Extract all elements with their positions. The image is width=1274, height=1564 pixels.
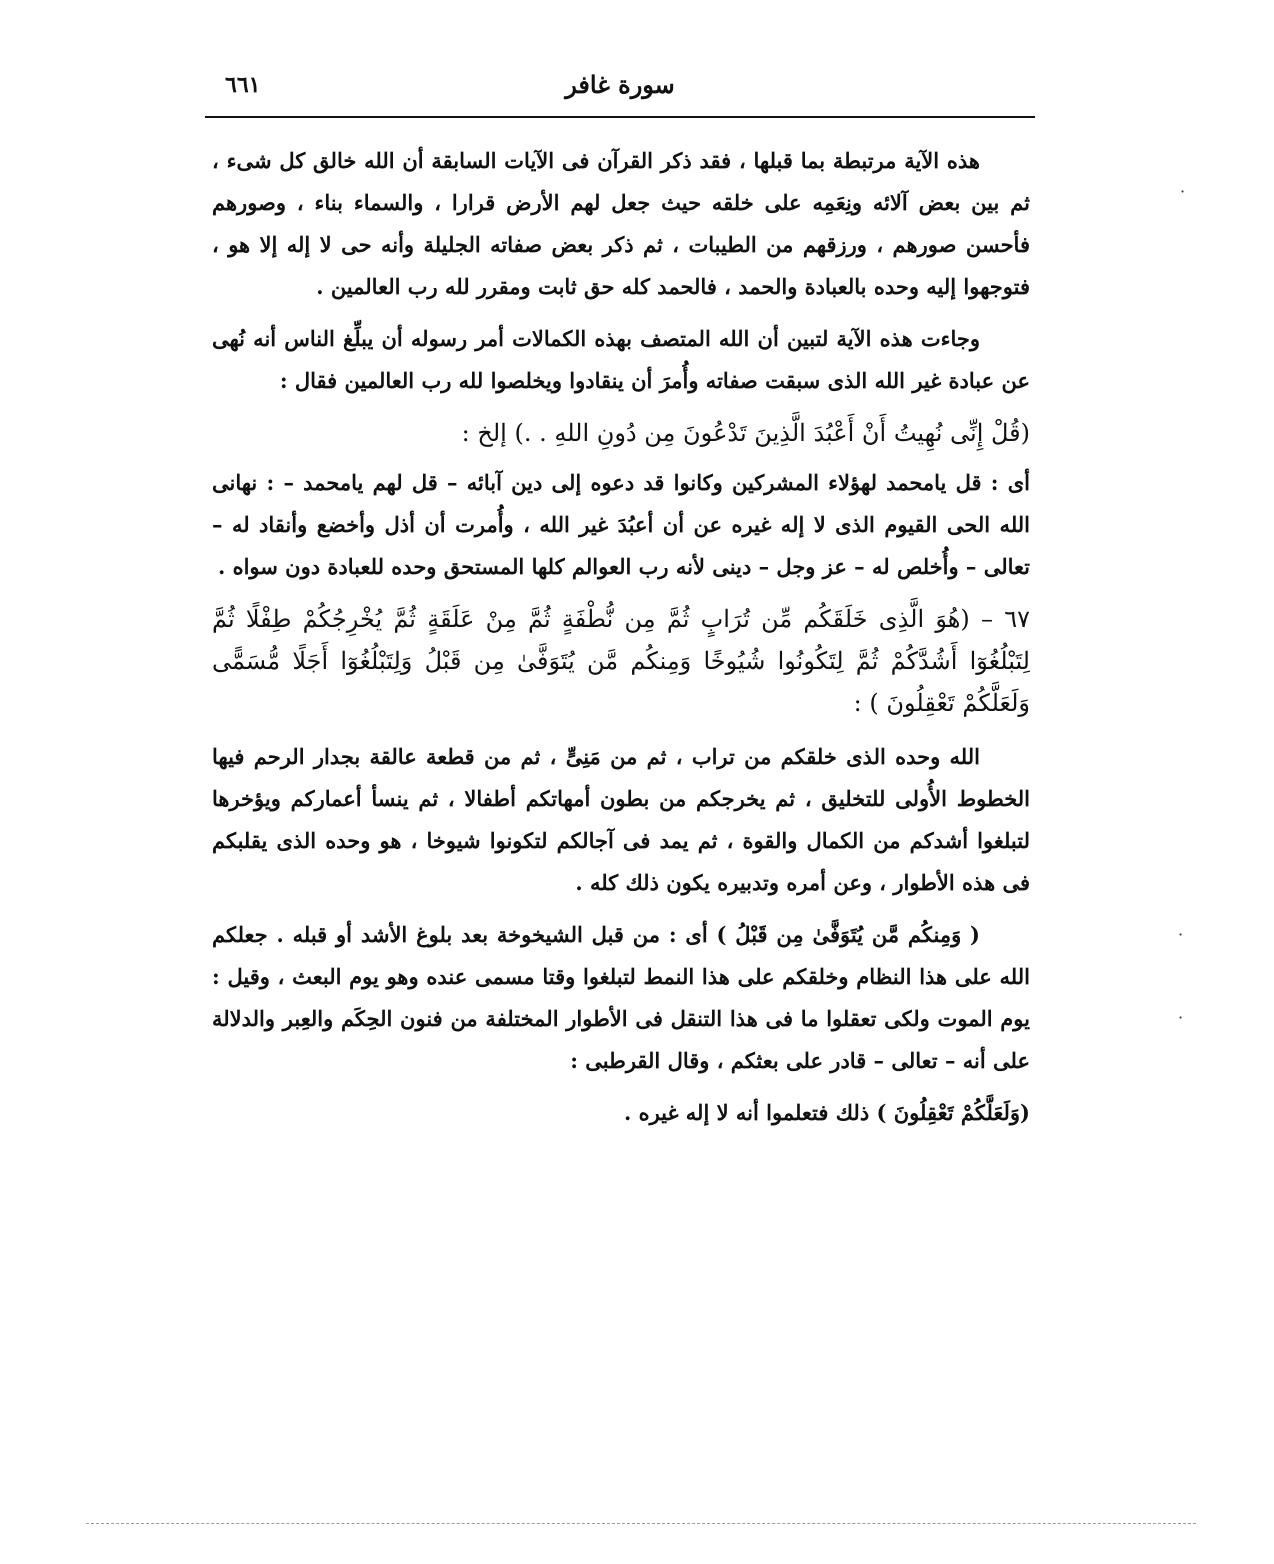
paragraph-closing: (وَلَعَلَّكُمْ تَعْقِلُونَ ) ذلك فتعلموا أنه لا إله غيره . <box>623 1100 1030 1125</box>
scan-mark: · <box>1180 182 1186 201</box>
paragraph-creation: الله وحده الذى خلقكم من تراب ، ثم من مَنِىٍّ ، ثم من قطعة عالقة بجدار الرحم فيها الخطوط الأُولى للتخليق ، ثم يخرجكم من بطون أمهاتكم أطفالا ، ثم ينسأ أعماركم ويؤخرها لتبلغوا أشدكم من الكمال والقوة ، ثم يمد فى آجالكم لتكونوا شيوخا ، هو وحده الذى يقلبكم فى هذه الأطوار ، وعن أمره وتدبيره يكون ذلك كله . <box>212 744 1030 895</box>
paragraph-explanation: أى : قل يامحمد لهؤلاء المشركين وكانوا قد دعوه إلى دين آبائه – قل لهم يامحمد – : نهانى الله الحى القيوم الذى لا إله غيره عن أن أعبُدَ غير الله ، وأُمرت أن أذل وأخضع وأنقاد له – تعالى – وأُخلص له – عز وجل – دينى لأنه رب العوالم كلها المستحق وحده للعبادة دون سواه . <box>212 470 1030 579</box>
quran-verse-67: ٦٧ – (هُوَ الَّذِى خَلَقَكُم مِّن تُرَابٍ ثُمَّ مِن نُّطْفَةٍ ثُمَّ مِنْ عَلَقَةٍ ثُمَّ يُخْرِجُكُمْ طِفْلًا ثُمَّ لِتَبْلُغُوٓا أَشُدَّكُمْ ثُمَّ لِتَكُونُوا شُيُوخًا وَمِنكُم مَّن يُتَوَفَّىٰ مِن قَبْلُ وَلِتَبْلُغُوٓا أَجَلًا مُّسَمًّى وَلَعَلَّكُمْ تَعْقِلُونَ ) : <box>212 605 1030 717</box>
quran-verse-quote: (قُلْ إِنِّى نُهِيتُ أَنْ أَعْبُدَ الَّذِينَ تَدْعُونَ مِن دُونِ اللهِ . .) إلخ : <box>461 419 1030 447</box>
paragraph-commentary: ( وَمِنكُم مَّن يُتَوَفَّىٰ مِن قَبْلُ ) أى : من قبل الشيخوخة بعد بلوغ الأشد أو قبله . جعلكم الله على هذا النظام وخلقكم على هذا النمط لتبلغوا وقتا مسمى عنده وهو يوم البعث ، وقيل : يوم الموت ولكى تعقلوا ما فى هذا التنقل فى الأطوار المختلفة من فنون الحِكَم والعِبر والدلالة على أنه – تعالى – قادر على بعثكم ، وقال القرطبى : <box>212 922 1030 1073</box>
surah-title: سورة غافر <box>565 70 675 99</box>
page-header <box>205 70 1035 114</box>
scan-mark: · <box>1178 925 1184 944</box>
paragraph-context: وجاءت هذه الآية لتبين أن الله المتصف بهذه الكمالات أمر رسوله أن يبلِّغ الناس أنه نُهى عن عبادة غير الله الذى سبقت صفاته وأُمرَ أن ينقادوا ويخلصوا لله رب العالمين فقال : <box>212 326 1030 393</box>
paragraph-intro: هذه الآية مرتبطة بما قبلها ، فقد ذكر القرآن فى الآيات السابقة أن الله خالق كل شىء ، ثم بين بعض آلائه ونِعَمِه على خلقه حيث جعل لهم الأرض قرارا ، والسماء بناء ، وصورهم فأحسن صورهم ، ورزقهم من الطيبات ، ثم ذكر بعض صفاته الجليلة وأنه حى لا إله إلا هو ، فتوجهوا إليه وحده بالعبادة والحمد ، فالحمد كله حق ثابت ومقرر لله رب العالمين . <box>212 148 1030 299</box>
footer-divider <box>86 1523 1196 1524</box>
page-body <box>212 140 1030 1144</box>
scan-mark: · <box>1178 1008 1184 1027</box>
header-divider <box>205 116 1035 118</box>
page-number: ٦٦١ <box>225 72 261 98</box>
